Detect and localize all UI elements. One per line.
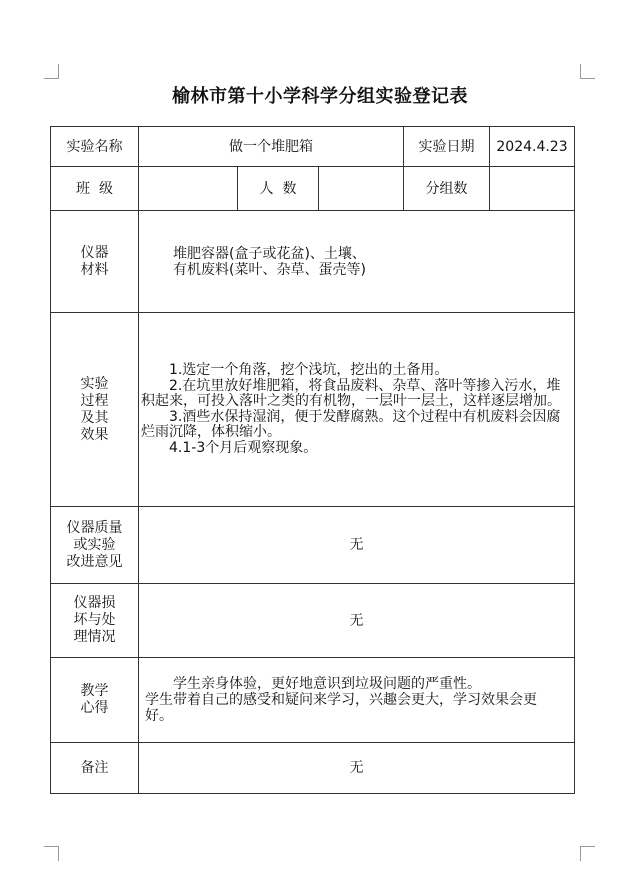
equipment-label bbox=[51, 211, 139, 313]
crop-mark-bottom-right bbox=[580, 846, 595, 861]
process-step-2: 2.在坑里放好堆肥箱，将食品废料、杂草、落叶等掺入污水，堆积起来，可投入落叶之类的有机物，一层叶一层土，这样逐层增加。 bbox=[141, 377, 561, 409]
quality-label bbox=[51, 507, 139, 584]
crop-mark-top-left bbox=[44, 64, 59, 79]
row-equipment bbox=[51, 211, 575, 313]
equipment-value[interactable] bbox=[139, 211, 575, 313]
experiment-date-value[interactable]: 2024.4.23 bbox=[490, 127, 575, 167]
equipment-label-line2: 材料 bbox=[80, 261, 109, 278]
reflection-value[interactable] bbox=[139, 658, 575, 743]
damage-value[interactable]: 无 bbox=[139, 584, 575, 658]
crop-mark-top-right bbox=[580, 64, 595, 79]
reflection-label-line2: 心得 bbox=[80, 700, 109, 716]
equipment-label-line1: 仪器 bbox=[80, 244, 109, 261]
group-count-label: 分组数 bbox=[404, 167, 490, 211]
process-label-line1: 实验 bbox=[80, 375, 109, 392]
process-label-line3: 及其 bbox=[80, 409, 109, 426]
experiment-date-label: 实验日期 bbox=[404, 127, 490, 167]
damage-label-line2: 坏与处 bbox=[73, 612, 116, 628]
row-quality bbox=[51, 507, 575, 584]
reflection-label bbox=[51, 658, 139, 743]
quality-label-line1: 仪器质量 bbox=[66, 519, 123, 536]
quality-label-line2: 或实验 bbox=[73, 536, 116, 553]
quality-value[interactable]: 无 bbox=[139, 507, 575, 584]
process-label-line2: 过程 bbox=[80, 392, 109, 409]
row-remarks bbox=[51, 743, 575, 794]
process-step-1: 1.选定一个角落，挖个浅坑，挖出的土备用。 bbox=[169, 362, 449, 378]
people-count-value[interactable] bbox=[319, 167, 404, 211]
process-value[interactable] bbox=[139, 313, 575, 507]
damage-label bbox=[51, 584, 139, 658]
class-label: 班 级 bbox=[51, 167, 139, 211]
equipment-line1: 堆肥容器(盒子或花盆)、土壤、 bbox=[173, 245, 366, 262]
crop-mark-bottom-left bbox=[44, 846, 59, 861]
remarks-label: 备注 bbox=[51, 743, 139, 794]
row-experiment-name bbox=[51, 127, 575, 167]
row-class-info bbox=[51, 167, 575, 211]
experiment-name-value[interactable]: 做一个堆肥箱 bbox=[139, 127, 404, 167]
process-label bbox=[51, 313, 139, 507]
people-count-label: 人 数 bbox=[238, 167, 319, 211]
experiment-registration-table bbox=[50, 126, 575, 794]
class-value[interactable] bbox=[139, 167, 238, 211]
quality-label-line3: 改进意见 bbox=[66, 553, 123, 570]
damage-label-line3: 理情况 bbox=[73, 629, 116, 645]
reflection-para-2: 学生带着自己的感受和疑问来学习，兴趣会更大，学习效果会更好。 bbox=[145, 692, 537, 724]
page-title: 榆林市第十小学科学分组实验登记表 bbox=[172, 86, 468, 107]
row-damage bbox=[51, 584, 575, 658]
remarks-value[interactable]: 无 bbox=[139, 743, 575, 794]
group-count-value[interactable] bbox=[490, 167, 575, 211]
reflection-para-1: 学生亲身体验，更好地意识到垃圾问题的严重性。 bbox=[173, 676, 481, 692]
process-step-3: 3.酒些水保持湿润，便于发酵腐熟。这个过程中有机废料会因腐烂雨沉降，体积缩小。 bbox=[141, 408, 561, 440]
row-process bbox=[51, 313, 575, 507]
process-step-4: 4.1-3个月后观察现象。 bbox=[169, 439, 318, 456]
experiment-name-label: 实验名称 bbox=[51, 127, 139, 167]
damage-label-line1: 仪器损 bbox=[73, 595, 116, 611]
equipment-line2: 有机废料(菜叶、杂草、蛋壳等) bbox=[173, 261, 366, 278]
row-reflection bbox=[51, 658, 575, 743]
process-label-line4: 效果 bbox=[80, 426, 109, 443]
reflection-label-line1: 教学 bbox=[80, 683, 109, 699]
